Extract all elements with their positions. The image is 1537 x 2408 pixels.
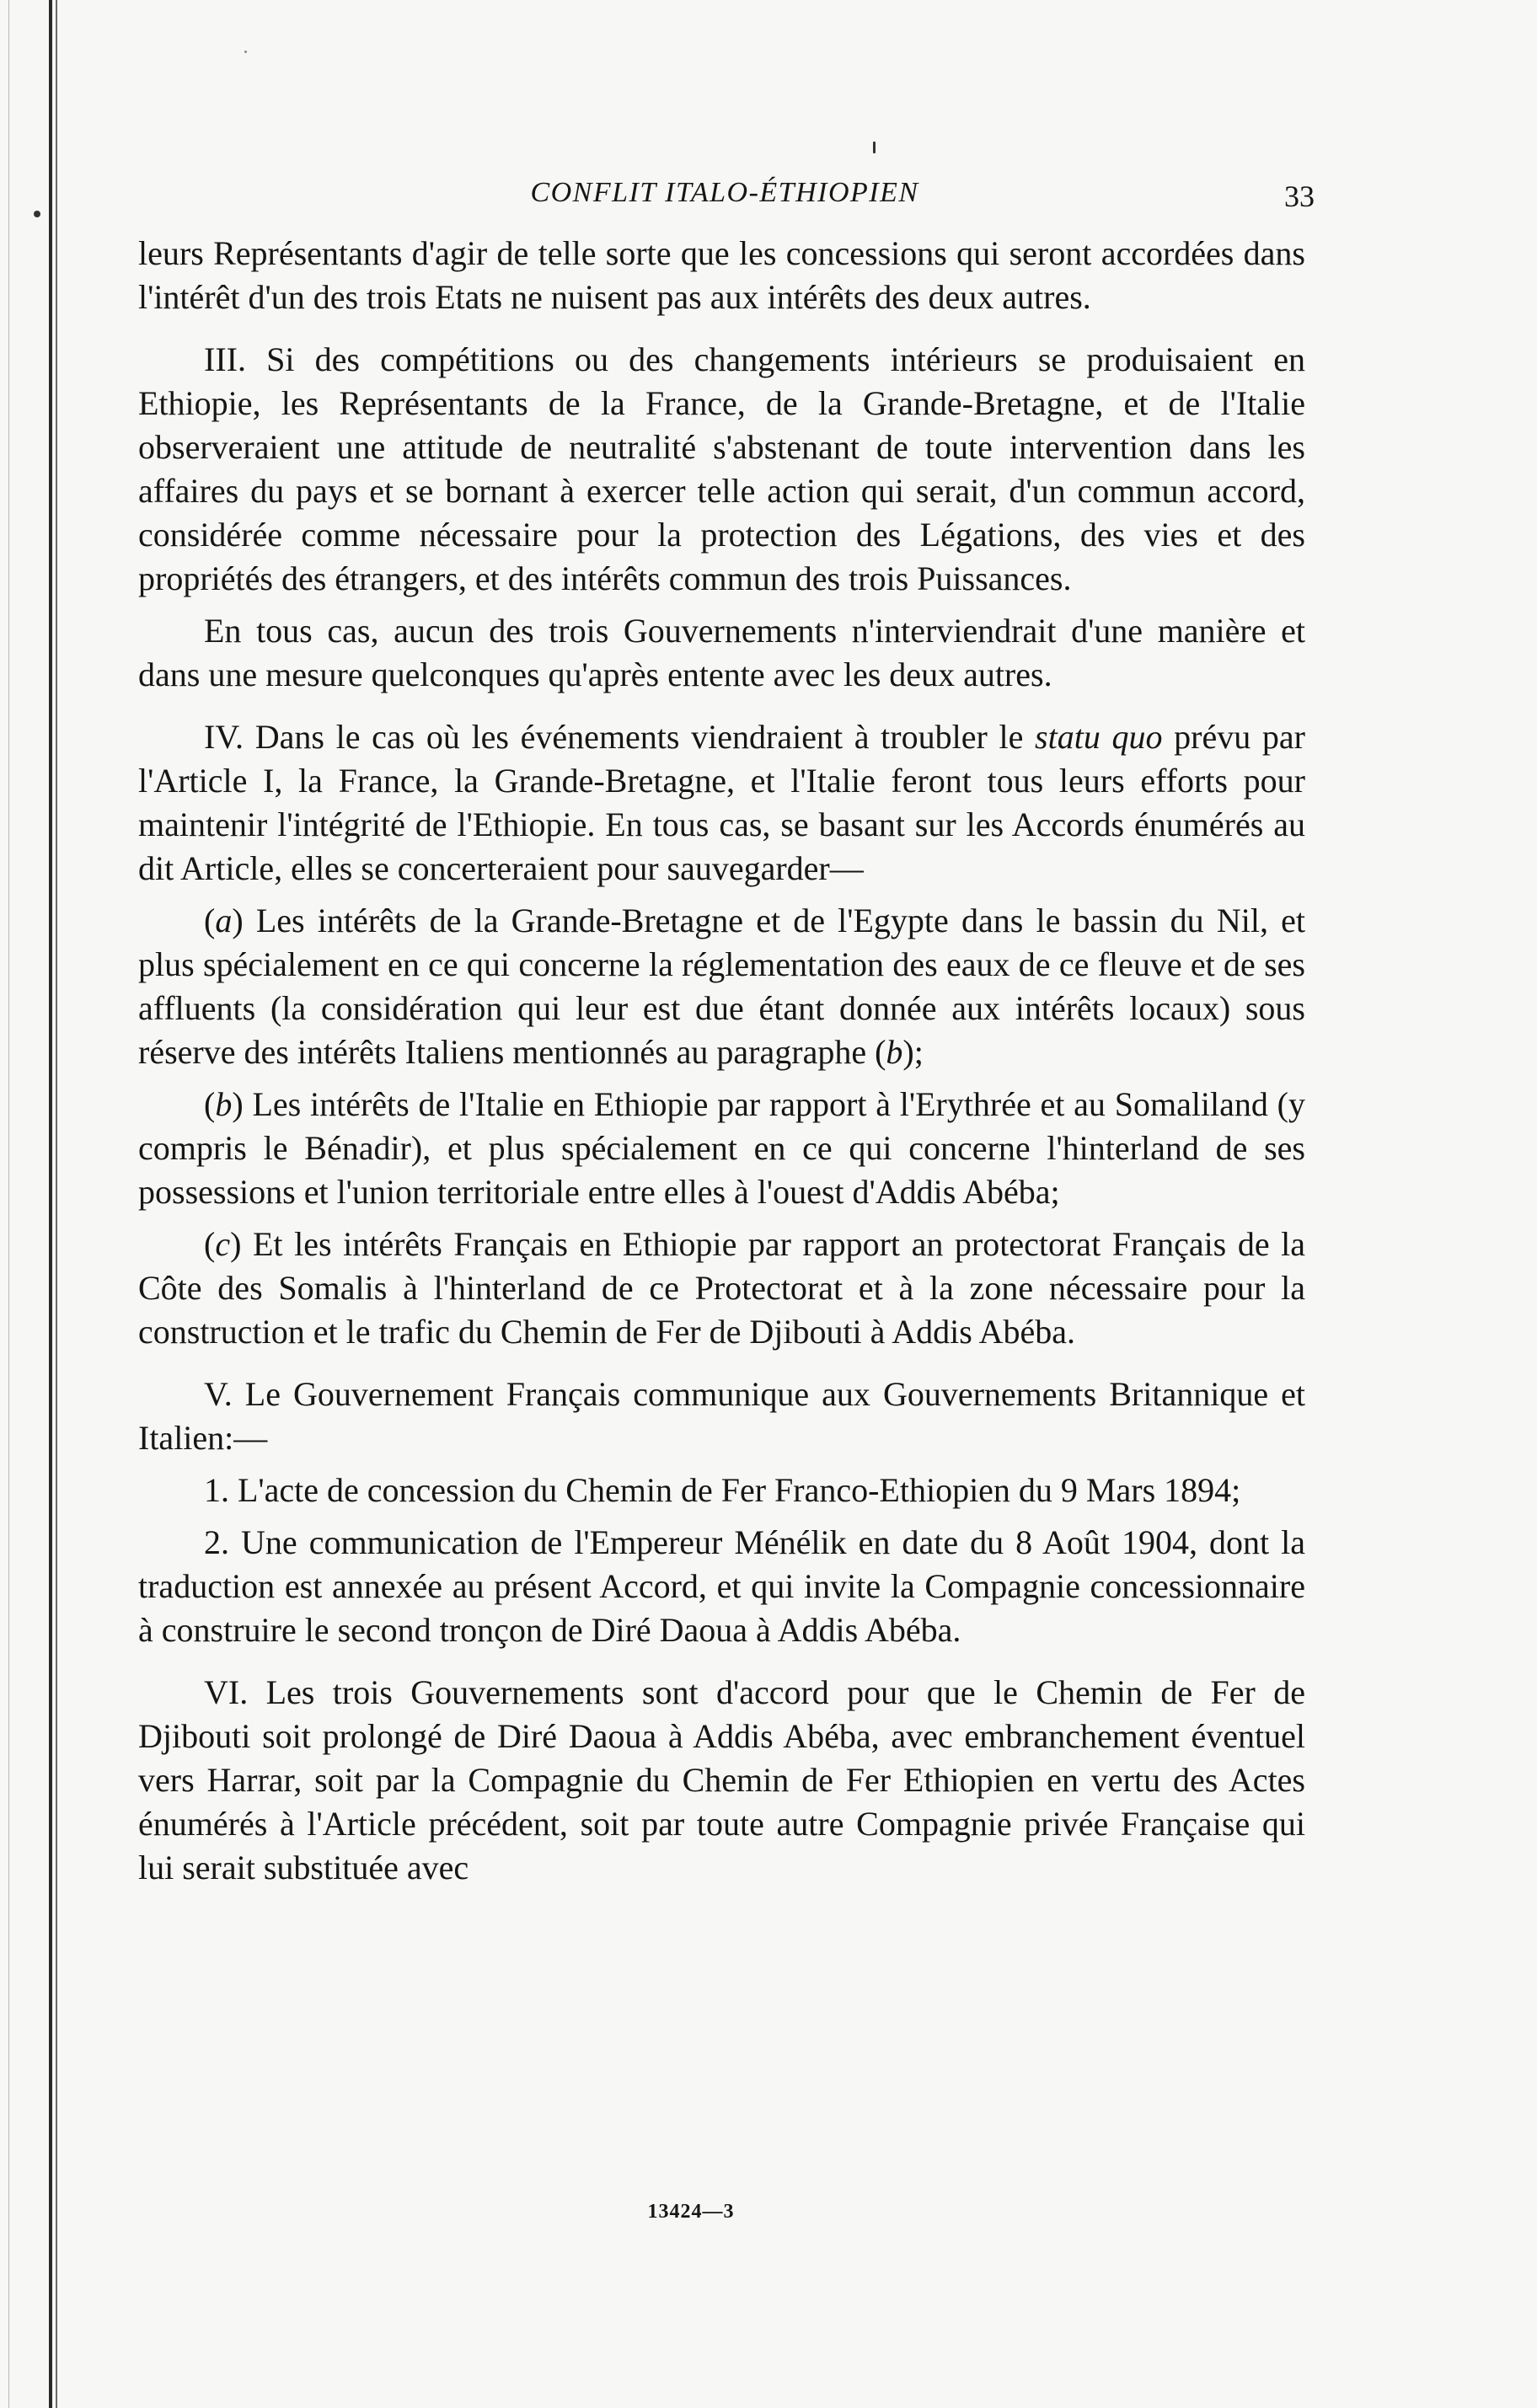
clause-a-end: ;	[913, 1033, 924, 1071]
clause-a-marker: (a)	[204, 902, 244, 939]
scan-speck	[873, 142, 876, 153]
article-iv	[138, 715, 1305, 891]
article-vi: VI. Les trois Gouvernements sont d'accord pour que le Chemin de Fer de Djibouti soit prolongé de Diré Daoua à Addis Abéba, avec embranchement éventuel vers Harrar, soit par la Compagnie du Chemin de Fer Ethiopien en vertu des Actes énumérés à l'Article précédent, soit par toute autre Compagnie privée Française qui lui serait substituée avec	[138, 1673, 1305, 1886]
article-iii-paragraph-2: En tous cas, aucun des trois Gouvernements n'interviendrait d'une manière et dans une mesure quelconques qu'après entente avec les deux autres.	[138, 612, 1305, 693]
statu-quo-italic: statu quo	[1035, 718, 1163, 756]
print-code: 13424—3	[647, 2201, 735, 2223]
binding-edge-shadow	[56, 0, 57, 2408]
article-v-item-1: 1. L'acte de concession du Chemin de Fer Franco-Ethiopien du 9 Mars 1894;	[204, 1471, 1241, 1509]
running-title: CONFLIT ITALO-ÉTHIOPIEN	[530, 177, 919, 208]
clause-b-marker: (b)	[204, 1085, 244, 1123]
clause-a	[138, 899, 1305, 1074]
article-v-item-2: 2. Une communication de l'Empereur Ménélik en date du 8 Août 1904, dont la traduction est annexée au présent Accord, et qui invite la Compagnie concessionnaire à construire le second tronçon de Diré Daoua à Addis Abéba.	[138, 1523, 1305, 1649]
article-v: V. Le Gouvernement Français communique aux Gouvernements Britannique et Italien:—	[138, 1375, 1305, 1457]
binding-edge-line	[49, 0, 52, 2408]
page-number: 33	[1284, 179, 1315, 213]
clause-a-text: Les intérêts de la Grande-Bretagne et de l'Egypte dans le bassin du Nil, et plus spécialement en ce qui concerne la réglementation des eaux de ce fleuve et de ses affluents (la considération qui leur est due étant donnée aux intérêts locaux) sous réserve des intérêts Italiens mentionnés au paragraphe	[138, 902, 1305, 1071]
scan-edge-line	[8, 0, 9, 2408]
article-iv-text-a: IV. Dans le cas où les événements viendraient à troubler le	[204, 718, 1036, 756]
document-body	[138, 232, 1305, 1898]
clause-c	[138, 1223, 1305, 1354]
paragraph-continuation: leurs Représentants d'agir de telle sorte que les concessions qui seront accordées dans l'intérêt d'un des trois Etats ne nuisent pas aux intérêts des deux autres.	[138, 234, 1305, 316]
clause-c-text: Et les intérêts Français en Ethiopie par rapport an protectorat Français de la Côte des Somalis à l'hinterland de ce Protectorat et à la zone nécessaire pour la construction et le trafic du Chemin de Fer de Djibouti à Addis Abéba.	[138, 1225, 1306, 1351]
clause-b-text: Les intérêts de l'Italie en Ethiopie par rapport à l'Erythrée et au Somaliland (y compris le Bénadir), et plus spécialement en ce qui concerne l'hinterland de ses possessions et l'union territoriale entre elles à l'ouest d'Addis Abéba;	[138, 1085, 1306, 1211]
clause-c-marker: (c)	[204, 1225, 242, 1263]
clause-b	[138, 1083, 1305, 1214]
scan-speck	[34, 211, 40, 217]
running-header	[135, 177, 1315, 219]
scan-speck	[244, 51, 247, 53]
article-iv-text-b: prévu par l'Article I, la France, la Grande-Bretagne, et l'Italie feront tous leurs efforts pour maintenir l'intégrité de l'Ethiopie. En tous cas, se basant sur les Accords énumérés au dit Article, elles se concerteraient pour sauvegarder—	[138, 718, 1305, 887]
article-iii: III. Si des compétitions ou des changements intérieurs se produisaient en Ethiopie, les Représentants de la France, de la Grande-Bretagne, et de l'Italie observeraient une attitude de neutralité s'abstenant de toute intervention dans les affaires du pays et se bornant à exercer telle action qui serait, d'un commun accord, considérée comme nécessaire pour la protection des Légations, des vies et des propriétés des étrangers, et des intérêts commun des trois Puissances.	[138, 340, 1305, 597]
clause-b-reference: (b)	[875, 1033, 914, 1071]
